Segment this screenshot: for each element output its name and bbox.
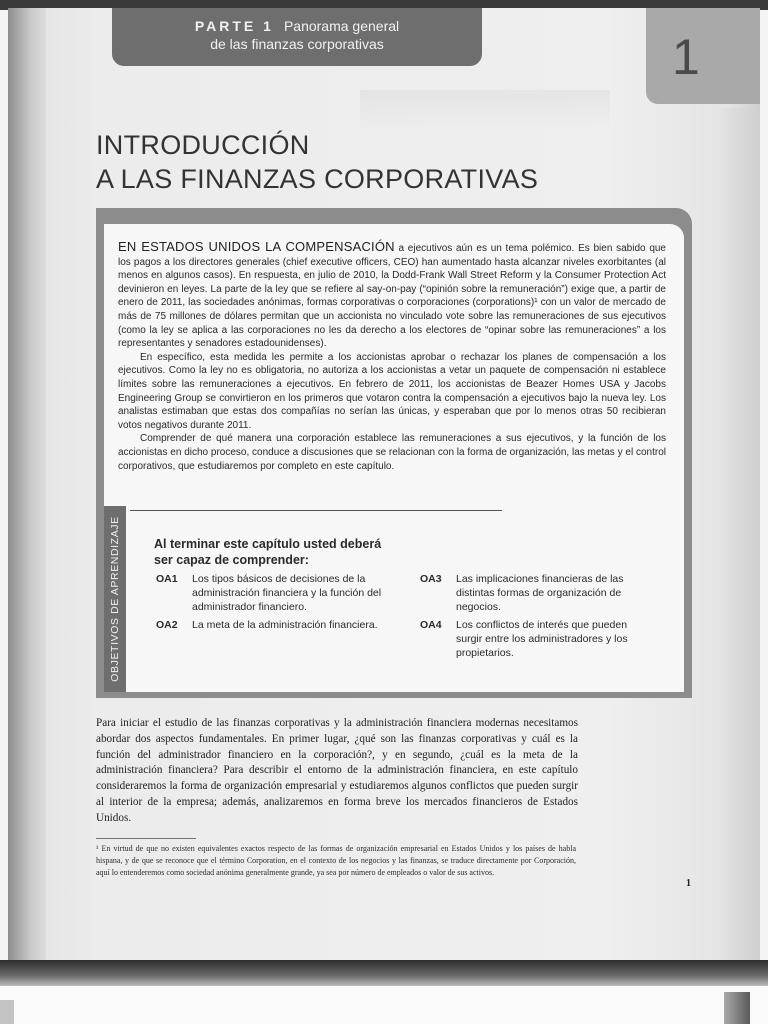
footnote-rule <box>96 838 196 839</box>
objective-code: OA4 <box>420 619 442 631</box>
chapter-title-line1: INTRODUCCIÓN <box>96 130 310 160</box>
page-corner-right <box>724 992 750 1024</box>
chapter-title-line2: A LAS FINANZAS CORPORATIVAS <box>96 164 539 194</box>
objectives-heading-line1: Al terminar este capítulo usted deberá <box>154 537 382 551</box>
intro-text <box>118 240 666 473</box>
scanner-bed <box>0 986 768 1024</box>
objective-text: Los tipos básicos de decisiones de la administración financiera y la función del administrador financiero. <box>192 573 382 613</box>
page-number: 1 <box>686 878 691 889</box>
body-paragraph: Para iniciar el estudio de las finanzas corporativas y la administración financiera modernas necesitamos abordar dos aspectos fundamentales. En primer lugar, ¿qué son las finanzas corporativas y cuál es la función del administrador financiero en la corporación?, y en segundo, ¿cuál es la meta de la administración financiera? Para describir el entorno de la administración financiera, en este capítulo consideraremos la forma de organización empresarial y estudiaremos algunos conflictos que pueden surgir al interior de la empresa; además, analizaremos en forma breve los mercados financieros de Estados Unidos. <box>96 717 578 824</box>
part-title-line2: de las finanzas corporativas <box>210 36 384 52</box>
objective-code: OA1 <box>156 573 178 585</box>
page-edge-shadow <box>720 108 760 968</box>
intro-paragraph-1 <box>118 240 666 351</box>
objective-text: Las implicaciones financieras de las distintas formas de organización de negocios. <box>456 573 624 613</box>
objective-text: Los conflictos de interés que pueden surgir entre los administradores y los propietarios. <box>456 619 628 659</box>
objectives-divider <box>130 510 502 511</box>
objective-text: La meta de la administración financiera. <box>192 619 378 631</box>
part-header-tab <box>112 8 482 66</box>
objectives-heading <box>154 536 414 568</box>
objectives-side-label: OBJETIVOS DE APRENDIZAJE <box>109 516 121 682</box>
chapter-number: 1 <box>672 29 700 85</box>
intro-paragraph-3: Comprender de qué manera una corporación establece las remuneraciones a sus ejecutivos, y la función de los accionistas en dicho proceso, conduce a discusiones que se relacionan con la forma de organización, las metas y el control corporativos, que estudiaremos por completo en este capítulo. <box>118 433 666 472</box>
part-title-line1: Panorama general <box>283 18 400 34</box>
page-corner-left <box>0 1000 14 1024</box>
intro-lead: EN ESTADOS UNIDOS LA COMPENSACIÓN <box>118 239 395 254</box>
footnote-text: ¹ En virtud de que no existen equivalentes exactos respecto de las formas de organización empresarial en Estados Unidos y los países de habla hispana, y de que se reconoce que el término Corporation, en el contexto de los negocios y las finanzas, se traduce directamente por Corporación, aquí lo entenderemos como sociedad anónima generalmente grande, ya sea por número de empleados o valor de sus activos. <box>96 844 576 877</box>
bleed-through-shadow <box>360 90 610 130</box>
part-label: PARTE 1 <box>194 18 274 34</box>
scanner-shadow-bottom <box>0 960 768 986</box>
body-text <box>96 716 578 827</box>
footnote <box>96 843 576 879</box>
chapter-title <box>96 128 538 196</box>
page-binding-shadow <box>8 8 46 968</box>
intro-p1-rest: a ejecutivos aún es un tema polémico. Es bien sabido que los pagos a los directores generales (chief executive officers, CEO) han aumentado hasta alcanzar niveles exorbitantes (al menos en algunos casos). En respuesta, en julio de 2010, la Dodd-Frank Wall Street Reform y la Consumer Protection Act devinieron en leyes. La parte de la ley que se refiere al say-on-pay (“opinión sobre la remuneración”) exige que, a partir de enero de 2011, las sociedades anónimas, formas corporativas o corporaciones (corporations)¹ con un valor de mercado de más de 75 millones de dólares permitan que un accionista no vinculado vote sobre las remuneraciones de sus ejecutivos (como la ley se aplica a las corporaciones no les da derecho a los electores de “opinar sobre las remuneraciones” a los representantes y senadores estadounidenses). <box>118 243 666 350</box>
objectives-heading-line2: ser capaz de comprender: <box>154 553 309 567</box>
chapter-tab <box>646 8 760 104</box>
objective-code: OA2 <box>156 619 178 631</box>
objective-code: OA3 <box>420 573 442 585</box>
intro-paragraph-2: En específico, esta medida les permite a los accionistas aprobar o rechazar los planes de compensación a los ejecutivos. Como la ley no es obligatoria, no autoriza a los accionistas a vetar un paquete de compensación ni establece límites sobre las remuneraciones a ejecutivos. En febrero de 2011, los accionistas de Beazer Homes USA y Jacobs Engineering Group se convirtieron en los primeros que votaron contra la compensación a ejecutivos bajo la nueva ley. Los analistas estimaban que estas dos compañías no serían las únicas, y esperaban que por lo menos otras 50 recibieran votos negativos durante 2011. <box>118 351 666 431</box>
